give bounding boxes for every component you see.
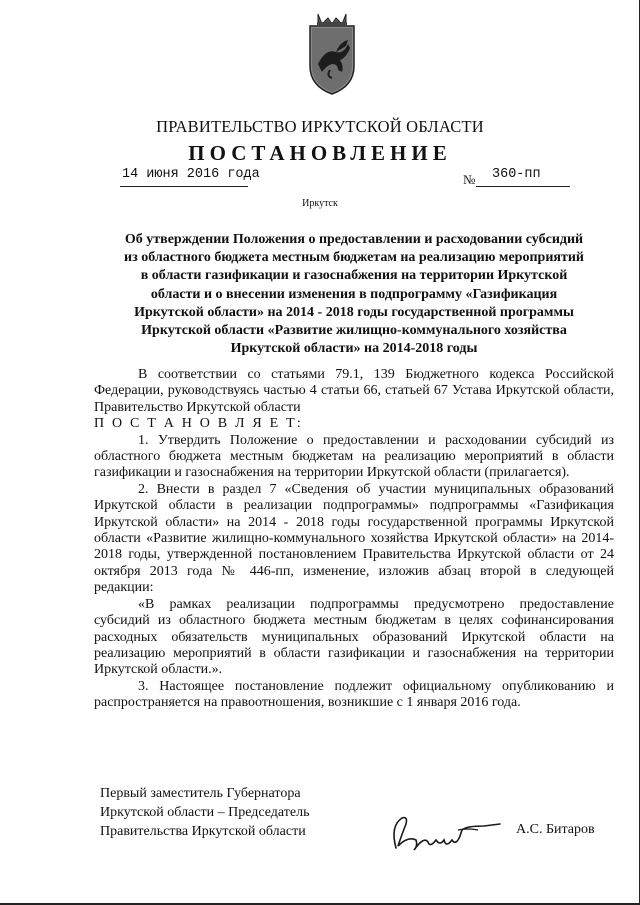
signatory-position-line: Правительства Иркутской области [100, 824, 306, 839]
subject-line: Иркутской области «Развитие жилищно-коммунального хозяйства [141, 323, 567, 339]
item-1-paragraph: 1. Утвердить Положение о предоставлении и расходовании субсидий из областного бюджета местным бюджетам на реализацию мероприятий в области газификации и газоснабжения на территории Иркутской области (прилагается). [94, 432, 614, 481]
item-3-paragraph: 3. Настоящее постановление подлежит официальному опубликованию и распространяется на правоотношения, возникшие с 1 января 2016 года. [94, 678, 614, 711]
government-title: ПРАВИТЕЛЬСТВО ИРКУТСКОЙ ОБЛАСТИ [156, 117, 484, 136]
decree-body [94, 367, 614, 712]
signatory-position-line: Иркутской области – Председатель [100, 805, 310, 820]
subject-line: Иркутской области» на 2014-2018 годы [230, 341, 478, 357]
decree-number: 360-пп [492, 167, 541, 182]
subject-line: области и о внесении изменения в подпрограмму «Газификация [150, 286, 558, 302]
preamble-paragraph: В соответствии со статьями 79.1, 139 Бюджетного кодекса Российской Федерации, руководствуясь частью 4 статьи 66, статьей 67 Устава Иркутской области, Правительство Иркутской области [94, 367, 614, 415]
decree-date: 14 июня 2016 года [122, 167, 260, 182]
signatory-name: А.С. Битаров [516, 822, 595, 837]
subject-line: в области газификации и газоснабжения на территории Иркутской [140, 268, 568, 284]
document-type-title: ПОСТАНОВЛЕНИЕ [188, 141, 452, 165]
resolves-heading: П О С Т А Н О В Л Я Е Т: [94, 416, 303, 432]
coat-of-arms-icon [296, 4, 368, 100]
subject-line: из областного бюджета местным бюджетам на реализацию мероприятий [124, 250, 584, 266]
number-underline [476, 186, 570, 187]
city-name: Иркутск [302, 198, 338, 209]
subject-line: Иркутской области» на 2014 - 2018 годы государственной программы [134, 304, 574, 320]
handwritten-signature [388, 806, 506, 856]
decree-subject [94, 231, 614, 358]
signatory-position-line: Первый заместитель Губернатора [100, 786, 301, 801]
subject-line: Об утверждении Положения о предоставлении и расходовании субсидий [124, 232, 584, 247]
item-2-paragraph: 2. Внести в раздел 7 «Сведения об участии муниципальных образований Иркутской области в реализации подпрограммы» подпрограммы «Газификация Иркутской области» на 2014 - 2018 годы государственной программы Иркутской области «Развитие жилищно-коммунального хозяйства Иркутской области» на 2014-2018 годы, утвержденной постановлением Правительства Иркутской области от 24 октября 2013 года № 446-пп, изменение, изложив абзац второй в следующей редакции: [94, 481, 614, 596]
number-label: № [463, 172, 476, 187]
date-underline [120, 186, 248, 187]
quoted-amendment-paragraph: «В рамках реализации подпрограммы предусмотрено предоставление субсидий из областного бюджета местным бюджетам в целях софинансирования расходных обязательств муниципальных образований Иркутской области на реализацию мероприятий в области газификации и газоснабжения на территории Иркутской области.». [94, 596, 614, 678]
signatory-position [100, 784, 309, 841]
